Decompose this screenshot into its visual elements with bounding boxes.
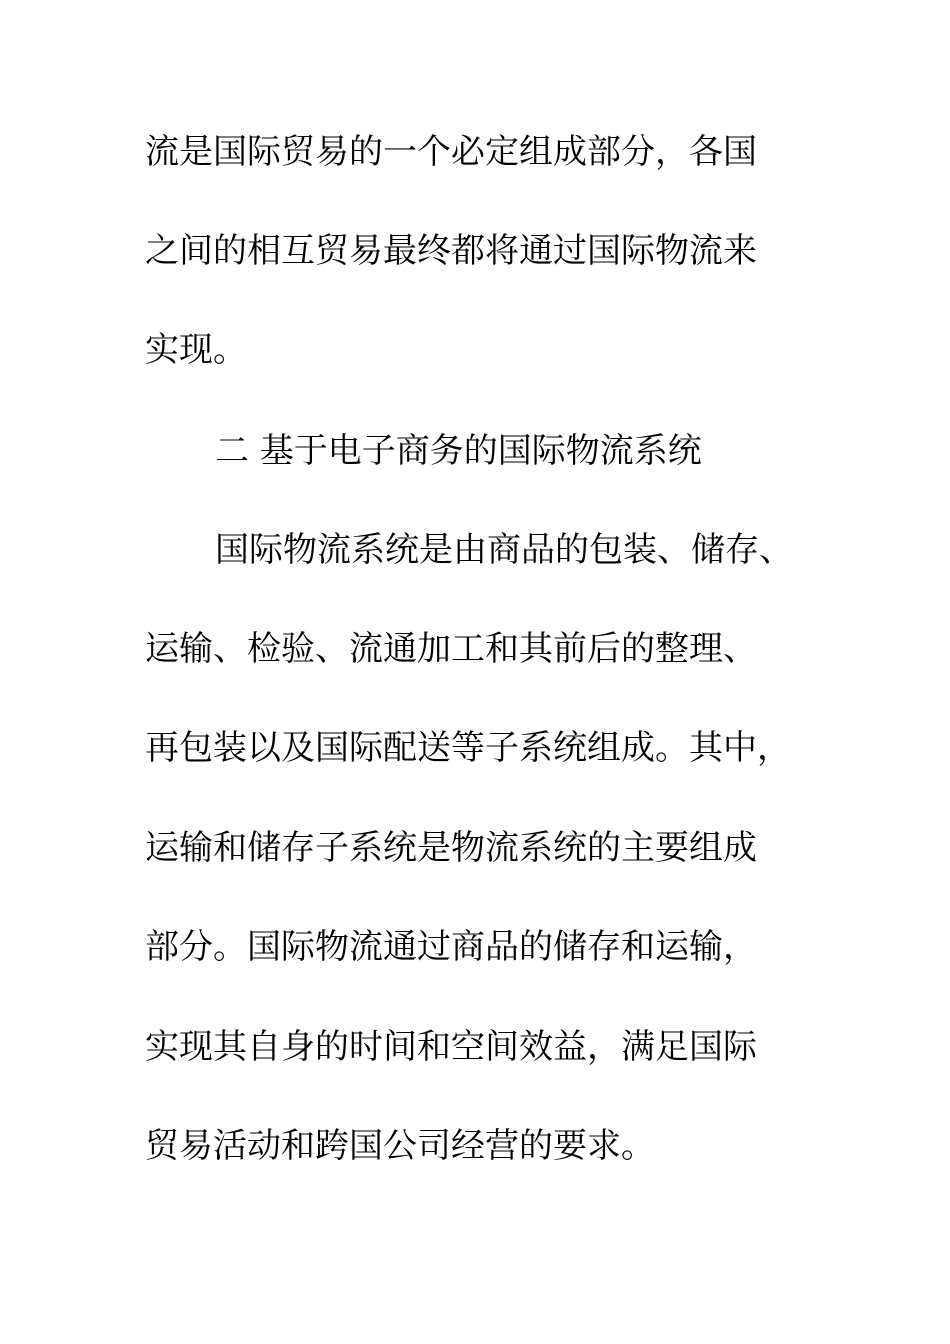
text-line: 实现。: [145, 330, 247, 370]
section-heading: 二 基于电子商务的国际物流系统: [215, 431, 702, 471]
text-line: 实现其自身的时间和空间效益，满足国际: [145, 1027, 757, 1067]
text-line: 运输、检验、流通加工和其前后的整理、: [145, 629, 757, 669]
text-line: 运输和储存子系统是物流系统的主要组成: [145, 828, 757, 868]
text-line: 流是国际贸易的一个必定组成部分，各国: [145, 132, 757, 172]
text-line: 再包装以及国际配送等子系统组成。其中，: [145, 728, 791, 768]
text-line: 之间的相互贸易最终都将通过国际物流来: [145, 231, 757, 271]
text-line: 国际物流系统是由商品的包装、储存、: [215, 530, 793, 570]
text-line: 部分。国际物流通过商品的储存和运输，: [145, 927, 757, 967]
text-line: 贸易活动和跨国公司经营的要求。: [145, 1126, 655, 1166]
